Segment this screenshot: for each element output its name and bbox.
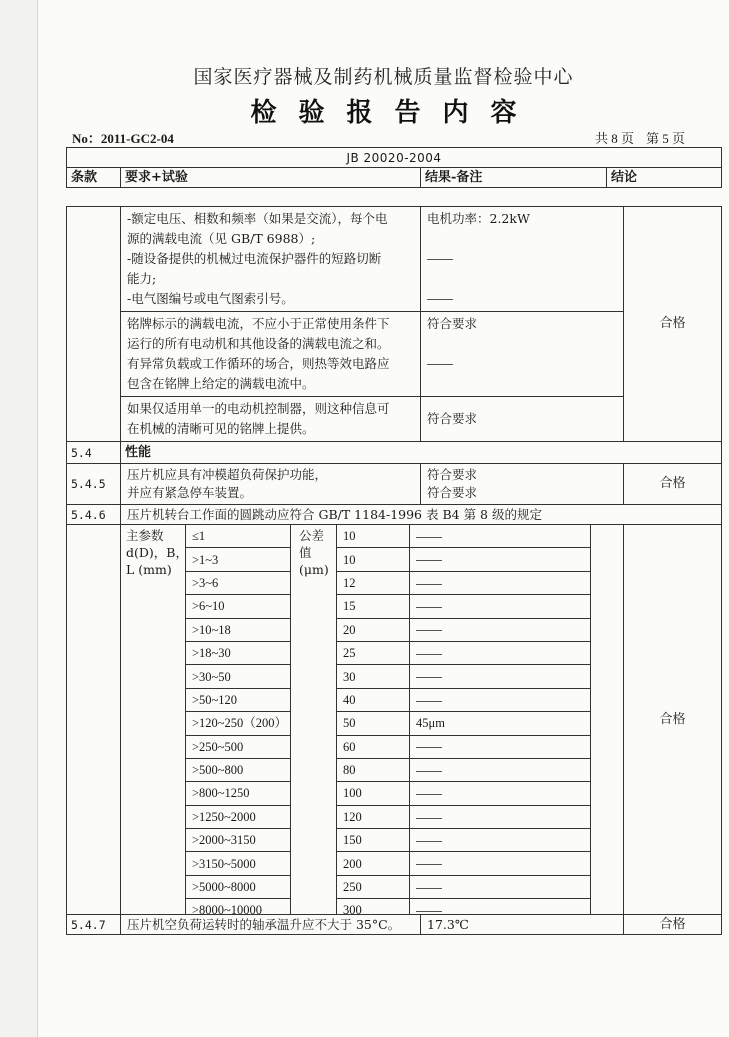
range-cell: >2000~3150: [186, 829, 291, 852]
result-nameplate: 电机功率：2.2kW: [421, 207, 624, 312]
dash-mark: [416, 888, 442, 889]
dash-mark: [416, 794, 442, 795]
dash-mark: [427, 364, 453, 365]
dash-mark: [416, 771, 442, 772]
dash-mark: [416, 864, 442, 865]
tolerance-value: 20: [337, 618, 410, 641]
result-5-4-7: 17.3℃: [421, 915, 624, 935]
inspection-table: [66, 206, 722, 935]
tolerance-row: [337, 548, 591, 571]
clause-5-4-7: 5.4.7: [67, 915, 121, 935]
header-table: [66, 147, 722, 188]
clause-5-4-5: 5.4.5: [67, 464, 121, 505]
range-row: [186, 571, 291, 594]
document-number: No：2011-GC2-04: [72, 131, 174, 146]
conclusion-5-4-7: 合格: [624, 915, 722, 935]
requirement-5-4-5: 压片机应具有冲模超负荷保护功能， 并应有紧急停车装置。: [121, 464, 421, 505]
tolerance-result: [410, 641, 591, 664]
tolerance-row: [337, 641, 591, 664]
range-cell: >1250~2000: [186, 805, 291, 828]
range-cell: >250~500: [186, 735, 291, 758]
tolerance-value: 40: [337, 688, 410, 711]
range-row: [186, 688, 291, 711]
tolerance-result: [410, 875, 591, 898]
range-table: [185, 525, 291, 915]
requirement-5-4-6: 压片机转台工作面的圆跳动应符合 GB/T 1184-1996 表 B4 第 8 级的规定: [121, 505, 722, 525]
tolerance-row: [337, 618, 591, 641]
dash-mark: [416, 911, 442, 912]
tolerance-row: [337, 525, 591, 548]
dash-mark: [416, 677, 442, 678]
conclusion-5-4-6: 合格: [624, 525, 722, 915]
requirement-5-4-7: 压片机空负荷运转时的轴承温升应不大于 35°C。: [121, 915, 421, 935]
dash-mark: [416, 584, 442, 585]
tolerance-result: [410, 735, 591, 758]
dash-mark: [416, 560, 442, 561]
clause-cell-continued: [67, 207, 121, 442]
tolerance-value: 150: [337, 829, 410, 852]
range-row: [186, 548, 291, 571]
dash-mark: [427, 299, 453, 300]
range-row: [186, 875, 291, 898]
tolerance-value: 10: [337, 525, 410, 548]
range-cell: >3~6: [186, 571, 291, 594]
tolerance-result: [410, 688, 591, 711]
conclusion-nameplate: 合格: [624, 207, 722, 442]
range-row: [186, 665, 291, 688]
tolerance-value: 12: [337, 571, 410, 594]
tolerance-row: [337, 899, 591, 915]
report-title: 检验报告内容: [250, 98, 539, 128]
tolerance-result: [410, 665, 591, 688]
range-row: [186, 735, 291, 758]
range-cell: >18~30: [186, 641, 291, 664]
range-cell: >50~120: [186, 688, 291, 711]
tolerance-row: [337, 758, 591, 781]
tolerance-row: [337, 688, 591, 711]
column-result: 结果-备注: [421, 168, 607, 188]
tolerance-row: [337, 782, 591, 805]
column-conclusion: 结论: [607, 168, 722, 188]
range-cell: >500~800: [186, 758, 291, 781]
column-clause: 条款: [67, 168, 121, 188]
main-parameter-label: 主参数 d(D)，B， L (mm): [126, 528, 188, 577]
range-cell: ≤1: [186, 525, 291, 548]
range-cell: >6~10: [186, 595, 291, 618]
tolerance-result: [410, 782, 591, 805]
standard-number: JB 20020-2004: [67, 148, 722, 168]
dash-mark: [416, 654, 442, 655]
tolerance-row: [337, 852, 591, 875]
total-pages: 共 8 页: [594, 131, 634, 146]
tolerance-value-table: [336, 525, 591, 915]
range-cell: >1~3: [186, 548, 291, 571]
range-row: [186, 782, 291, 805]
range-row: [186, 618, 291, 641]
range-row: [186, 899, 291, 915]
dash-mark: [416, 701, 442, 702]
dash-mark: [416, 841, 442, 842]
tolerance-row: [337, 712, 591, 735]
range-cell: >8000~10000: [186, 899, 291, 915]
tolerance-result: [410, 758, 591, 781]
section-performance: 性能: [121, 442, 722, 464]
range-row: [186, 641, 291, 664]
dash-mark: [416, 537, 442, 538]
tolerance-row: [337, 875, 591, 898]
tolerance-area: [121, 525, 624, 915]
tolerance-row: [337, 829, 591, 852]
tolerance-result: [410, 829, 591, 852]
tolerance-value: 100: [337, 782, 410, 805]
tolerance-value: 200: [337, 852, 410, 875]
report-page: [38, 0, 729, 1037]
range-cell: >5000~8000: [186, 875, 291, 898]
clause-5-4-6-blank: [67, 525, 121, 915]
tolerance-row: [337, 571, 591, 594]
range-row: [186, 712, 291, 735]
range-row: [186, 829, 291, 852]
clause-5-4-6: 5.4.6: [67, 505, 121, 525]
clause-5-4: 5.4: [67, 442, 121, 464]
tolerance-row: [337, 735, 591, 758]
range-cell: >120~250（200）: [186, 712, 291, 735]
organization-name: 国家医疗器械及制药机械质量监督检验中心: [193, 66, 574, 88]
range-row: [186, 852, 291, 875]
range-row: [186, 525, 291, 548]
tolerance-value: 300: [337, 899, 410, 915]
range-cell: >30~50: [186, 665, 291, 688]
range-row: [186, 805, 291, 828]
tolerance-label: 公差 值 (μm): [299, 528, 329, 577]
tolerance-result: [410, 595, 591, 618]
tolerance-row: [337, 805, 591, 828]
tolerance-value: 120: [337, 805, 410, 828]
range-row: [186, 595, 291, 618]
tolerance-value: 25: [337, 641, 410, 664]
tolerance-value: 30: [337, 665, 410, 688]
column-requirement: 要求+试验: [121, 168, 421, 188]
tolerance-value: 15: [337, 595, 410, 618]
tolerance-row: [337, 595, 591, 618]
range-row: [186, 758, 291, 781]
result-full-load: 符合要求: [421, 312, 624, 397]
tolerance-value: 250: [337, 875, 410, 898]
tolerance-row: [337, 665, 591, 688]
page-indicator: [595, 128, 685, 147]
current-page: 第 5 页: [645, 131, 685, 146]
tolerance-result: 45μm: [410, 712, 591, 735]
tolerance-value: 10: [337, 548, 410, 571]
dash-mark: [427, 259, 453, 260]
range-cell: >3150~5000: [186, 852, 291, 875]
tolerance-result: [410, 571, 591, 594]
tolerance-value: 80: [337, 758, 410, 781]
tolerance-result: [410, 618, 591, 641]
tolerance-result: [410, 548, 591, 571]
requirement-controller: 如果仅适用单一的电动机控制器，则这种信息可 在机械的清晰可见的铭牌上提供。: [121, 397, 421, 442]
range-cell: >800~1250: [186, 782, 291, 805]
dash-mark: [416, 818, 442, 819]
tolerance-result: [410, 852, 591, 875]
dash-mark: [416, 630, 442, 631]
requirement-full-load: 铭牌标示的满载电流，不应小于正常使用条件下 运行的所有电动机和其他设备的满载电流之和。 有异常负载或工作循环的场合，则热等效电路应 包含在铭牌上给定的满载电流中。: [121, 312, 421, 397]
dash-mark: [416, 607, 442, 608]
tolerance-value: 50: [337, 712, 410, 735]
conclusion-5-4-5: 合格: [624, 464, 722, 505]
range-cell: >10~18: [186, 618, 291, 641]
result-controller: 符合要求: [421, 397, 624, 442]
tolerance-value: 60: [337, 735, 410, 758]
result-5-4-5: 符合要求 符合要求: [421, 464, 624, 505]
tolerance-result: [410, 805, 591, 828]
tolerance-result: [410, 525, 591, 548]
tolerance-result: [410, 899, 591, 915]
dash-mark: [416, 747, 442, 748]
requirement-nameplate: -额定电压、相数和频率（如果是交流），每个电 源的满载电流（见 GB/T 6988）; -随设备提供的机械过电流保护器件的短路切断 能力; -电气图编号或电气图索引号。: [121, 207, 421, 312]
